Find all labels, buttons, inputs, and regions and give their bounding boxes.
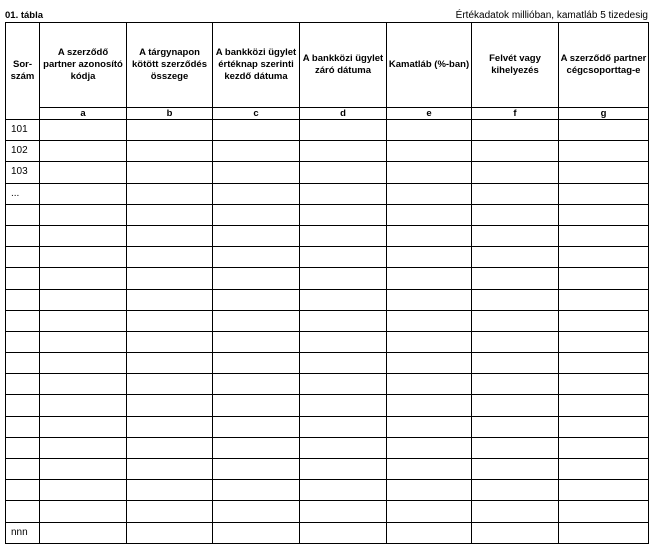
table-cell-g[interactable] (559, 225, 649, 246)
row-number (6, 353, 40, 374)
table-row (6, 268, 649, 289)
table-cell-g[interactable] (559, 162, 649, 183)
table-cell-c[interactable] (213, 395, 300, 416)
table-cell-d[interactable] (300, 310, 387, 331)
table-cell-c[interactable] (213, 183, 300, 204)
table-cell-g[interactable] (559, 374, 649, 395)
table-cell-a[interactable] (40, 247, 127, 268)
table-row (6, 162, 649, 183)
table-cell-e[interactable] (387, 416, 472, 437)
table-cell-d[interactable] (300, 183, 387, 204)
row-number (6, 480, 40, 501)
table-cell-b[interactable] (127, 353, 213, 374)
table-cell-a[interactable] (40, 416, 127, 437)
row-number (6, 310, 40, 331)
table-cell-d[interactable] (300, 522, 387, 543)
table-cell-f[interactable] (472, 437, 559, 458)
table-cell-d[interactable] (300, 374, 387, 395)
table-cell-g[interactable] (559, 353, 649, 374)
table-cell-g[interactable] (559, 395, 649, 416)
table-row (6, 353, 649, 374)
table-cell-a[interactable] (40, 395, 127, 416)
row-number (6, 204, 40, 225)
table-cell-a[interactable] (40, 501, 127, 522)
table-cell-b[interactable] (127, 247, 213, 268)
table-row (6, 459, 649, 480)
table-cell-b[interactable] (127, 437, 213, 458)
table-cell-c[interactable] (213, 437, 300, 458)
table-cell-c[interactable] (213, 204, 300, 225)
table-cell-b[interactable] (127, 374, 213, 395)
table-cell-c[interactable] (213, 331, 300, 352)
table-cell-f[interactable] (472, 225, 559, 246)
column-header-f: Felvét vagy kihelyezés (472, 23, 559, 108)
table-cell-a[interactable] (40, 289, 127, 310)
table-cell-g[interactable] (559, 204, 649, 225)
table-cell-d[interactable] (300, 459, 387, 480)
row-number: 103 (6, 162, 40, 183)
rownum-header (6, 23, 40, 120)
table-row (6, 416, 649, 437)
table-cell-d[interactable] (300, 268, 387, 289)
row-number (6, 374, 40, 395)
table-cell-b[interactable] (127, 120, 213, 141)
table-cell-e[interactable] (387, 310, 472, 331)
table-caption (5, 10, 648, 22)
table-cell-c[interactable] (213, 522, 300, 543)
table-row (6, 437, 649, 458)
table-cell-b[interactable] (127, 395, 213, 416)
table-cell-b[interactable] (127, 141, 213, 162)
table-cell-e[interactable] (387, 374, 472, 395)
table-cell-g[interactable] (559, 501, 649, 522)
table-row (6, 289, 649, 310)
table-cell-b[interactable] (127, 289, 213, 310)
table-cell-e[interactable] (387, 459, 472, 480)
table-cell-a[interactable] (40, 331, 127, 352)
table-cell-f[interactable] (472, 353, 559, 374)
table-cell-b[interactable] (127, 480, 213, 501)
table-row (6, 141, 649, 162)
table-cell-f[interactable] (472, 395, 559, 416)
table-cell-a[interactable] (40, 120, 127, 141)
table-cell-f[interactable] (472, 374, 559, 395)
table-cell-e[interactable] (387, 247, 472, 268)
table-cell-c[interactable] (213, 374, 300, 395)
table-cell-d[interactable] (300, 289, 387, 310)
table-cell-b[interactable] (127, 331, 213, 352)
table-cell-b[interactable] (127, 268, 213, 289)
row-number (6, 289, 40, 310)
table-cell-c[interactable] (213, 501, 300, 522)
row-number (6, 501, 40, 522)
table-cell-d[interactable] (300, 416, 387, 437)
row-number: 102 (6, 141, 40, 162)
table-cell-c[interactable] (213, 247, 300, 268)
table-cell-g[interactable] (559, 459, 649, 480)
table-row (6, 374, 649, 395)
table-cell-d[interactable] (300, 501, 387, 522)
letter-row (6, 108, 649, 120)
table-cell-f[interactable] (472, 120, 559, 141)
table-cell-f[interactable] (472, 183, 559, 204)
table-cell-g[interactable] (559, 437, 649, 458)
table-cell-a[interactable] (40, 225, 127, 246)
column-header-e: Kamatláb (%-ban) (387, 23, 472, 108)
header-row (6, 23, 649, 108)
table-cell-e[interactable] (387, 141, 472, 162)
table-cell-d[interactable] (300, 395, 387, 416)
table-cell-d[interactable] (300, 141, 387, 162)
table-cell-g[interactable] (559, 289, 649, 310)
row-number (6, 331, 40, 352)
column-letter-c: c (213, 108, 300, 120)
table-cell-f[interactable] (472, 480, 559, 501)
table-cell-e[interactable] (387, 120, 472, 141)
table-cell-g[interactable] (559, 183, 649, 204)
table-cell-g[interactable] (559, 480, 649, 501)
table-cell-c[interactable] (213, 225, 300, 246)
table-cell-f[interactable] (472, 459, 559, 480)
table-cell-c[interactable] (213, 162, 300, 183)
row-number: ... (6, 183, 40, 204)
table-cell-e[interactable] (387, 501, 472, 522)
data-table (5, 22, 649, 544)
table-cell-e[interactable] (387, 480, 472, 501)
table-cell-f[interactable] (472, 162, 559, 183)
column-letter-g: g (559, 108, 649, 120)
table-cell-a[interactable] (40, 204, 127, 225)
table-cell-f[interactable] (472, 204, 559, 225)
table-row (6, 501, 649, 522)
table-cell-b[interactable] (127, 459, 213, 480)
table-cell-d[interactable] (300, 353, 387, 374)
table-title: 01. tábla (5, 10, 44, 21)
column-header-a: A szerződő partner azonosító kódja (40, 23, 127, 108)
table-cell-b[interactable] (127, 204, 213, 225)
table-cell-b[interactable] (127, 522, 213, 543)
table-cell-b[interactable] (127, 183, 213, 204)
table-cell-d[interactable] (300, 162, 387, 183)
table-cell-e[interactable] (387, 225, 472, 246)
table-cell-c[interactable] (213, 141, 300, 162)
column-letter-f: f (472, 108, 559, 120)
table-row (6, 480, 649, 501)
table-cell-a[interactable] (40, 162, 127, 183)
table-row (6, 183, 649, 204)
column-header-b: A tárgynapon kötött szerződés összege (127, 23, 213, 108)
table-cell-e[interactable] (387, 522, 472, 543)
table-cell-a[interactable] (40, 374, 127, 395)
table-cell-c[interactable] (213, 268, 300, 289)
table-cell-d[interactable] (300, 437, 387, 458)
table-cell-g[interactable] (559, 416, 649, 437)
column-header-d: A bankközi ügylet záró dátuma (300, 23, 387, 108)
table-cell-e[interactable] (387, 331, 472, 352)
table-cell-c[interactable] (213, 310, 300, 331)
table-cell-d[interactable] (300, 120, 387, 141)
table-cell-f[interactable] (472, 416, 559, 437)
table-cell-e[interactable] (387, 268, 472, 289)
table-cell-d[interactable] (300, 204, 387, 225)
table-cell-f[interactable] (472, 310, 559, 331)
table-cell-g[interactable] (559, 141, 649, 162)
column-letter-a: a (40, 108, 127, 120)
table-cell-a[interactable] (40, 183, 127, 204)
table-row (6, 247, 649, 268)
table-cell-d[interactable] (300, 480, 387, 501)
table-cell-g[interactable] (559, 522, 649, 543)
row-number (6, 247, 40, 268)
table-cell-e[interactable] (387, 353, 472, 374)
table-cell-a[interactable] (40, 141, 127, 162)
row-number (6, 437, 40, 458)
table-cell-f[interactable] (472, 289, 559, 310)
table-cell-a[interactable] (40, 522, 127, 543)
table-row (6, 204, 649, 225)
table-cell-f[interactable] (472, 331, 559, 352)
table-cell-g[interactable] (559, 268, 649, 289)
table-cell-a[interactable] (40, 459, 127, 480)
table-cell-f[interactable] (472, 141, 559, 162)
table-cell-f[interactable] (472, 501, 559, 522)
table-cell-g[interactable] (559, 247, 649, 268)
table-cell-c[interactable] (213, 480, 300, 501)
table-row (6, 310, 649, 331)
table-cell-a[interactable] (40, 480, 127, 501)
table-row (6, 522, 649, 543)
row-number (6, 268, 40, 289)
table-row (6, 120, 649, 141)
table-row (6, 331, 649, 352)
table-cell-c[interactable] (213, 120, 300, 141)
table-cell-a[interactable] (40, 310, 127, 331)
table-cell-c[interactable] (213, 416, 300, 437)
table-cell-f[interactable] (472, 522, 559, 543)
table-cell-d[interactable] (300, 225, 387, 246)
table-cell-e[interactable] (387, 183, 472, 204)
table-cell-d[interactable] (300, 331, 387, 352)
table-cell-c[interactable] (213, 353, 300, 374)
column-header-c: A bankközi ügylet értéknap szerinti kezdő dátuma (213, 23, 300, 108)
table-cell-b[interactable] (127, 310, 213, 331)
table-cell-e[interactable] (387, 437, 472, 458)
table-cell-g[interactable] (559, 331, 649, 352)
table-cell-g[interactable] (559, 310, 649, 331)
table-cell-b[interactable] (127, 416, 213, 437)
row-number (6, 459, 40, 480)
table-cell-b[interactable] (127, 162, 213, 183)
row-number (6, 225, 40, 246)
table-body (6, 120, 649, 544)
table-cell-c[interactable] (213, 289, 300, 310)
rownum-header-label: Sor- szám (10, 59, 35, 82)
table-cell-e[interactable] (387, 162, 472, 183)
table-cell-g[interactable] (559, 120, 649, 141)
column-letter-d: d (300, 108, 387, 120)
table-cell-d[interactable] (300, 247, 387, 268)
column-letter-e: e (387, 108, 472, 120)
column-header-g: A szerződő partner cégcsoporttag-e (559, 23, 649, 108)
table-row (6, 395, 649, 416)
table-cell-f[interactable] (472, 268, 559, 289)
row-number (6, 395, 40, 416)
table-cell-b[interactable] (127, 501, 213, 522)
row-number (6, 416, 40, 437)
row-number: nnn (6, 522, 40, 543)
column-letter-b: b (127, 108, 213, 120)
table-cell-e[interactable] (387, 395, 472, 416)
table-cell-e[interactable] (387, 204, 472, 225)
table-units-note: Értékadatok millióban, kamatláb 5 tizedesig (455, 10, 648, 21)
table-cell-a[interactable] (40, 437, 127, 458)
table-row (6, 225, 649, 246)
table-cell-a[interactable] (40, 353, 127, 374)
table-cell-c[interactable] (213, 459, 300, 480)
row-number: 101 (6, 120, 40, 141)
table-cell-f[interactable] (472, 247, 559, 268)
table-cell-a[interactable] (40, 268, 127, 289)
table-cell-b[interactable] (127, 225, 213, 246)
table-cell-e[interactable] (387, 289, 472, 310)
